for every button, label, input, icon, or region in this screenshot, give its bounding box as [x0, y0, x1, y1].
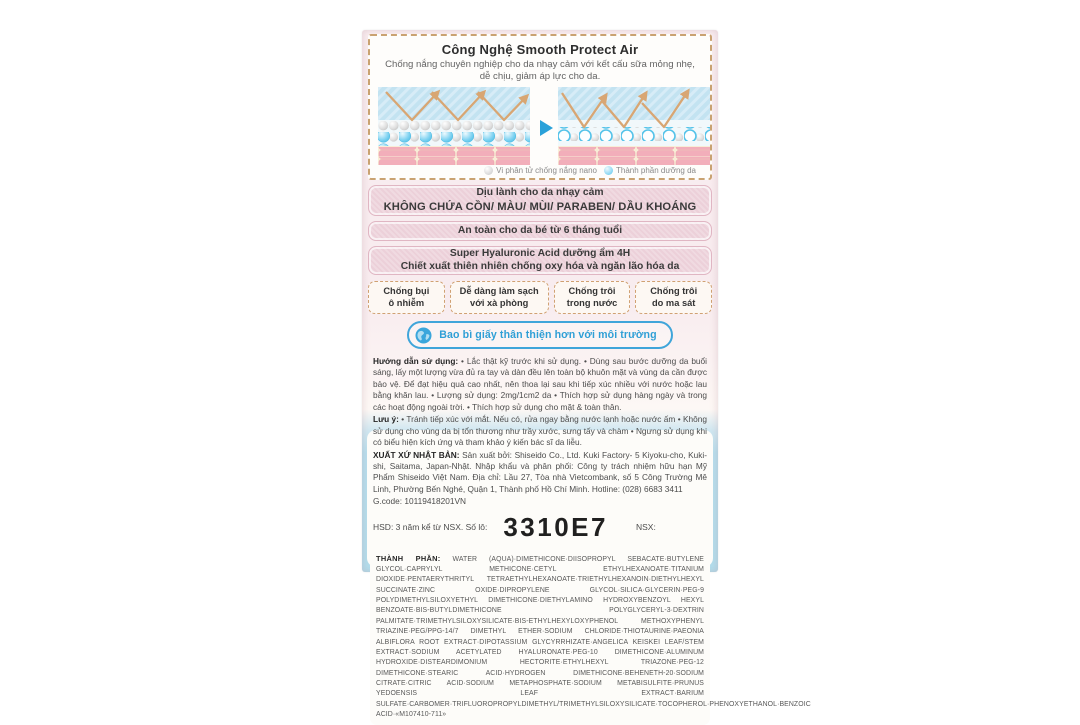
claim-box-hyaluronic	[368, 246, 712, 275]
gray-particle-icon	[484, 166, 493, 175]
benefit-line: do ma sát	[651, 297, 696, 308]
claim-line: KHÔNG CHỨA CỒN/ MÀU/ MÙI/ PARABEN/ DẦU KHOÁNG	[383, 200, 697, 213]
benefit-line: Chống trôi	[650, 286, 698, 297]
caution-text: Lưu ý: • Tránh tiếp xúc với mắt. Nếu có, rửa ngay bằng nước lạnh hoặc nước ấm • Không sử dụng cho vùng da bị tổn thương như trầy xước, sưng tấy và chàm • Ngưng sử dụng khi có biểu hiện kích ứng và tham khảo ý kiến bác sĩ da liễu.	[373, 414, 708, 448]
claim-line: Chiết xuất thiên nhiên chống oxy hóa và ngăn lão hóa da	[400, 260, 680, 272]
diagram-transition-arrow	[540, 120, 553, 136]
gcode-text: G.code: 10119418201VN	[373, 496, 467, 507]
hsd-text: HSD: 3 năm kể từ NSX. Số lô:	[373, 521, 488, 532]
benefit-line: Dễ dàng làm sạch	[459, 286, 539, 297]
legend-label: Thành phần dưỡng da	[616, 165, 696, 175]
blue-particle-icon	[604, 166, 613, 175]
usage-label: Hướng dẫn sử dụng:	[373, 356, 459, 366]
benefit-box-friction-resistant	[635, 281, 712, 314]
protection-diagram	[374, 87, 706, 165]
diagram-before-panel	[378, 87, 530, 165]
benefit-line: Chống bụi	[383, 286, 430, 297]
benefit-line: ô nhiễm	[388, 297, 425, 308]
ingredients-label: THÀNH PHẦN:	[376, 553, 441, 563]
nsx-text: NSX:	[636, 521, 656, 532]
claim-line: Dịu lành cho da nhạy cảm	[476, 187, 604, 199]
globe-icon	[415, 327, 432, 344]
ingredients-panel	[370, 548, 811, 725]
benefit-line: trong nước	[566, 297, 618, 308]
eco-badge	[407, 321, 672, 349]
caution-label: Lưu ý:	[373, 414, 399, 425]
benefit-box-water-resistant	[554, 281, 631, 314]
benefit-box-pollution	[368, 281, 445, 314]
batch-info-row	[373, 511, 707, 542]
claim-line: Super Hyaluronic Acid dưỡng ẩm 4H	[449, 247, 631, 259]
benefit-boxes	[368, 281, 712, 314]
diagram-legend	[374, 166, 706, 175]
tech-title: Công Nghệ Smooth Protect Air	[441, 42, 639, 57]
product-back-label	[362, 30, 811, 719]
benefit-box-soap-wash	[450, 281, 549, 314]
legend-item-skincare	[604, 166, 696, 175]
ingredients-text: WATER (AQUA)·DIMETHICONE·DIISOPROPYL SEBACATE·BUTYLENE GLYCOL·CAPRYLYL METHICONE·CETYL ETHYLHEXANOATE·TITANIUM DIOXIDE·PENTAERYTHRITYL TETRAETHYLHEXANOATE·TRIETHYLHEXANOIN·DIETHYLHEXYL SUCCINATE·ZINC OXIDE·DIPROPYLENE GLYCOL·SILICA·GLYCERIN·PEG-9 POLYDIMETHYLSILOXYETHYL DIMETHICONE·DIETHYLAMINO HYDROXYBENZOYL HEXYL BENZOATE·BIS-BUTYLDIMETHICONE POLYGLYCERYL-3·DEXTRIN PALMITATE·TRIMETHYLSILOXYSILICATE·BIS-ETHYLHEXYLOXYPHENOL METHOXYPHENYL TRIAZINE·PEG/PPG-14/7 DIMETHYL ETHER·SODIUM CHLORIDE·THIOTAURINE·PAEONIA ALBIFLORA ROOT EXTRACT·DIPOTASSIUM GLYCYRRHIZATE·ANGELICA KEISKEI LEAF/STEM EXTRACT·SODIUM ACETYLATED HYALURONATE·PEG-10 DIMETHICONE·ALUMINUM HYDROXIDE·DISTEARDIMONIUM HECTORITE·ETHYLHEXYL TRIAZONE·PEG-12 DIMETHICONE·STEARIC ACID·HYDROGEN DIMETHICONE·BEHENETH-20·SODIUM CITRATE·CITRIC ACID·SODIUM METAPHOSPHATE·SODIUM METABISULFITE·PRUNUS YEDOENSIS LEAF EXTRACT·BARIUM SULFATE·CARBOMER·TRIFLUOROPROPYLDIMETHYL/TRIMETHYLSILOXYSILICATE·TOCOPHEROL·PHENOXYETHANOL·BENZOIC ACID·«M107410-711»	[376, 555, 811, 719]
benefit-line: với xà phòng	[470, 297, 529, 308]
usage-text: Hướng dẫn sử dụng: • Lắc thật kỹ trước khi sử dụng. • Dùng sau bước dưỡng da buổi sáng, lấy một lượng vừa đủ ra tay và dàn đều lên toàn bộ khuôn mặt và vùng da cần được bảo vệ. Để đạt hiệu quả cao nhất, nên thoa lại sau khi tiếp xúc nhiều với nước hoặc lau bằng khăn lau. • Lượng sử dụng: 2mg/1cm2 da • Thích hợp sử dụng hàng ngày và trong các hoạt động ngoài trời. • Thích hợp sử dụng cho mặt & toàn thân.	[373, 356, 708, 412]
claim-line: An toàn cho da bé từ 6 tháng tuổi	[457, 224, 623, 236]
claim-box-baby-safe	[368, 221, 712, 241]
tech-section	[368, 34, 712, 180]
diagram-after-panel	[558, 87, 710, 165]
origin-label: XUẤT XỨ NHẬT BẢN:	[373, 449, 460, 460]
legend-label: Vi phân tử chống nắng nano	[496, 165, 597, 175]
origin-text: XUẤT XỨ NHẬT BẢN: Sản xuất bởi: Shiseido Co., Ltd. Kuki Factory- 5 Kiyoku-cho, Kuki-shi, Saitama, Japan-Nhật. Nhập khẩu và phân phối: Công ty trách nhiệm hữu hạn Mỹ Phẩm Shiseido Việt Nam. Địa chỉ: Lầu 27, Tòa nhà Vietcombank, số 5 Công Trường Mê Linh, Phường Bến Nghé, Quận 1, Thành phố Hồ Chí Minh. Hotline: (028) 6683 3411	[373, 449, 707, 494]
lot-number: 3310E7	[503, 511, 608, 542]
benefit-line: Chống trôi	[568, 286, 616, 297]
eco-badge-label: Bao bì giấy thân thiện hơn với môi trường	[439, 329, 657, 341]
tech-subtitle: Chống nắng chuyên nghiệp cho da nhạy cảm với kết cấu sữa mỏng nhẹ, dễ chịu, giảm áp lực cho da.	[385, 59, 695, 83]
legend-item-nano	[484, 166, 597, 175]
claim-box-sensitive	[368, 185, 712, 216]
